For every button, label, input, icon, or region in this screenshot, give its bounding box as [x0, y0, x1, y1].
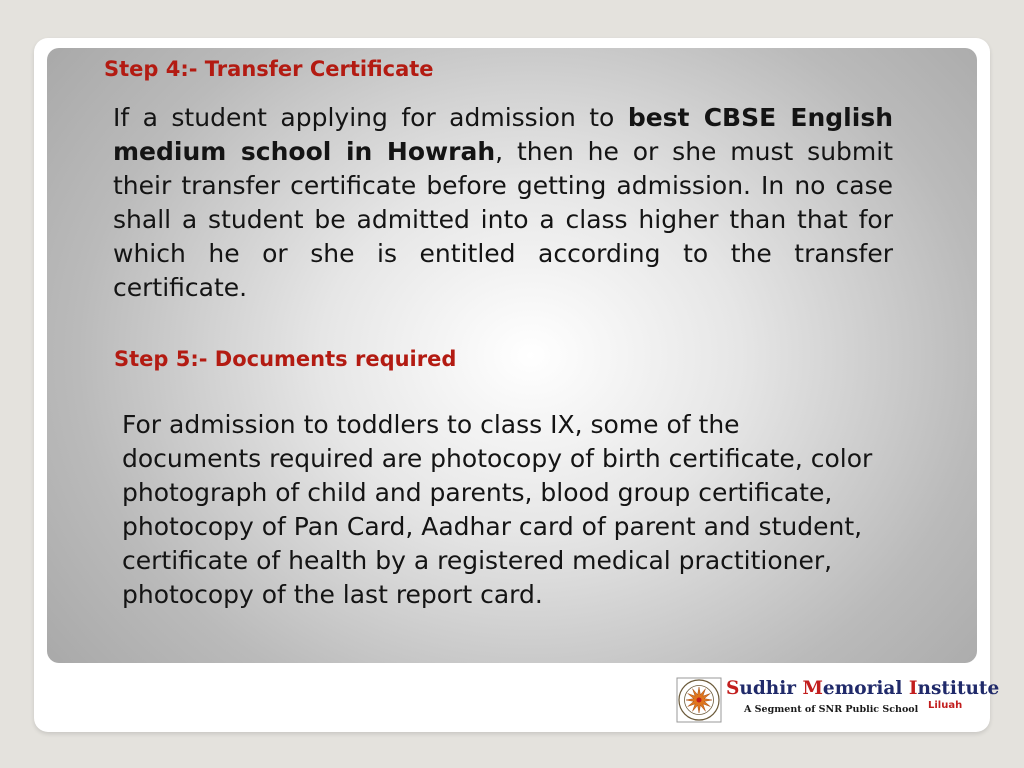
institute-logo — [676, 677, 1000, 723]
step4-body — [113, 101, 893, 305]
institute-name-part3: nstitute — [917, 678, 1000, 699]
step4-body-intro: If a student applying for admission to — [113, 103, 628, 132]
step4-body-rest: , then he or she must submit their transfer certificate before getting admission. In no case shall a student be admitted into a class higher than that for which he or she is entitled according to the transfer certificate. — [113, 137, 894, 302]
institute-name-initial-m: M — [802, 678, 823, 699]
institute-name — [726, 678, 999, 700]
institute-tagline: A Segment of SNR Public School — [744, 704, 919, 715]
institute-seal-icon — [676, 677, 722, 723]
step4-heading: Step 4:- Transfer Certificate — [104, 57, 434, 81]
institute-name-initial-s: S — [726, 678, 740, 699]
institute-name-part2: emorial — [822, 678, 909, 699]
step5-body: For admission to toddlers to class IX, some of the documents required are photocopy of birth certificate, color photograph of child and parents, blood group certificate, photocopy of Pan Card, Aadhar card of parent and student, certificate of health by a registered medical practitioner, photocopy of the last report card. — [122, 410, 873, 609]
institute-location: Liluah — [928, 700, 963, 711]
institute-name-part1: udhir — [739, 678, 803, 699]
step5-heading: Step 5:- Documents required — [114, 347, 457, 371]
step4-body-bold: best CBSE English medium school in Howrah — [113, 103, 893, 166]
institute-name-initial-i: I — [908, 678, 918, 699]
